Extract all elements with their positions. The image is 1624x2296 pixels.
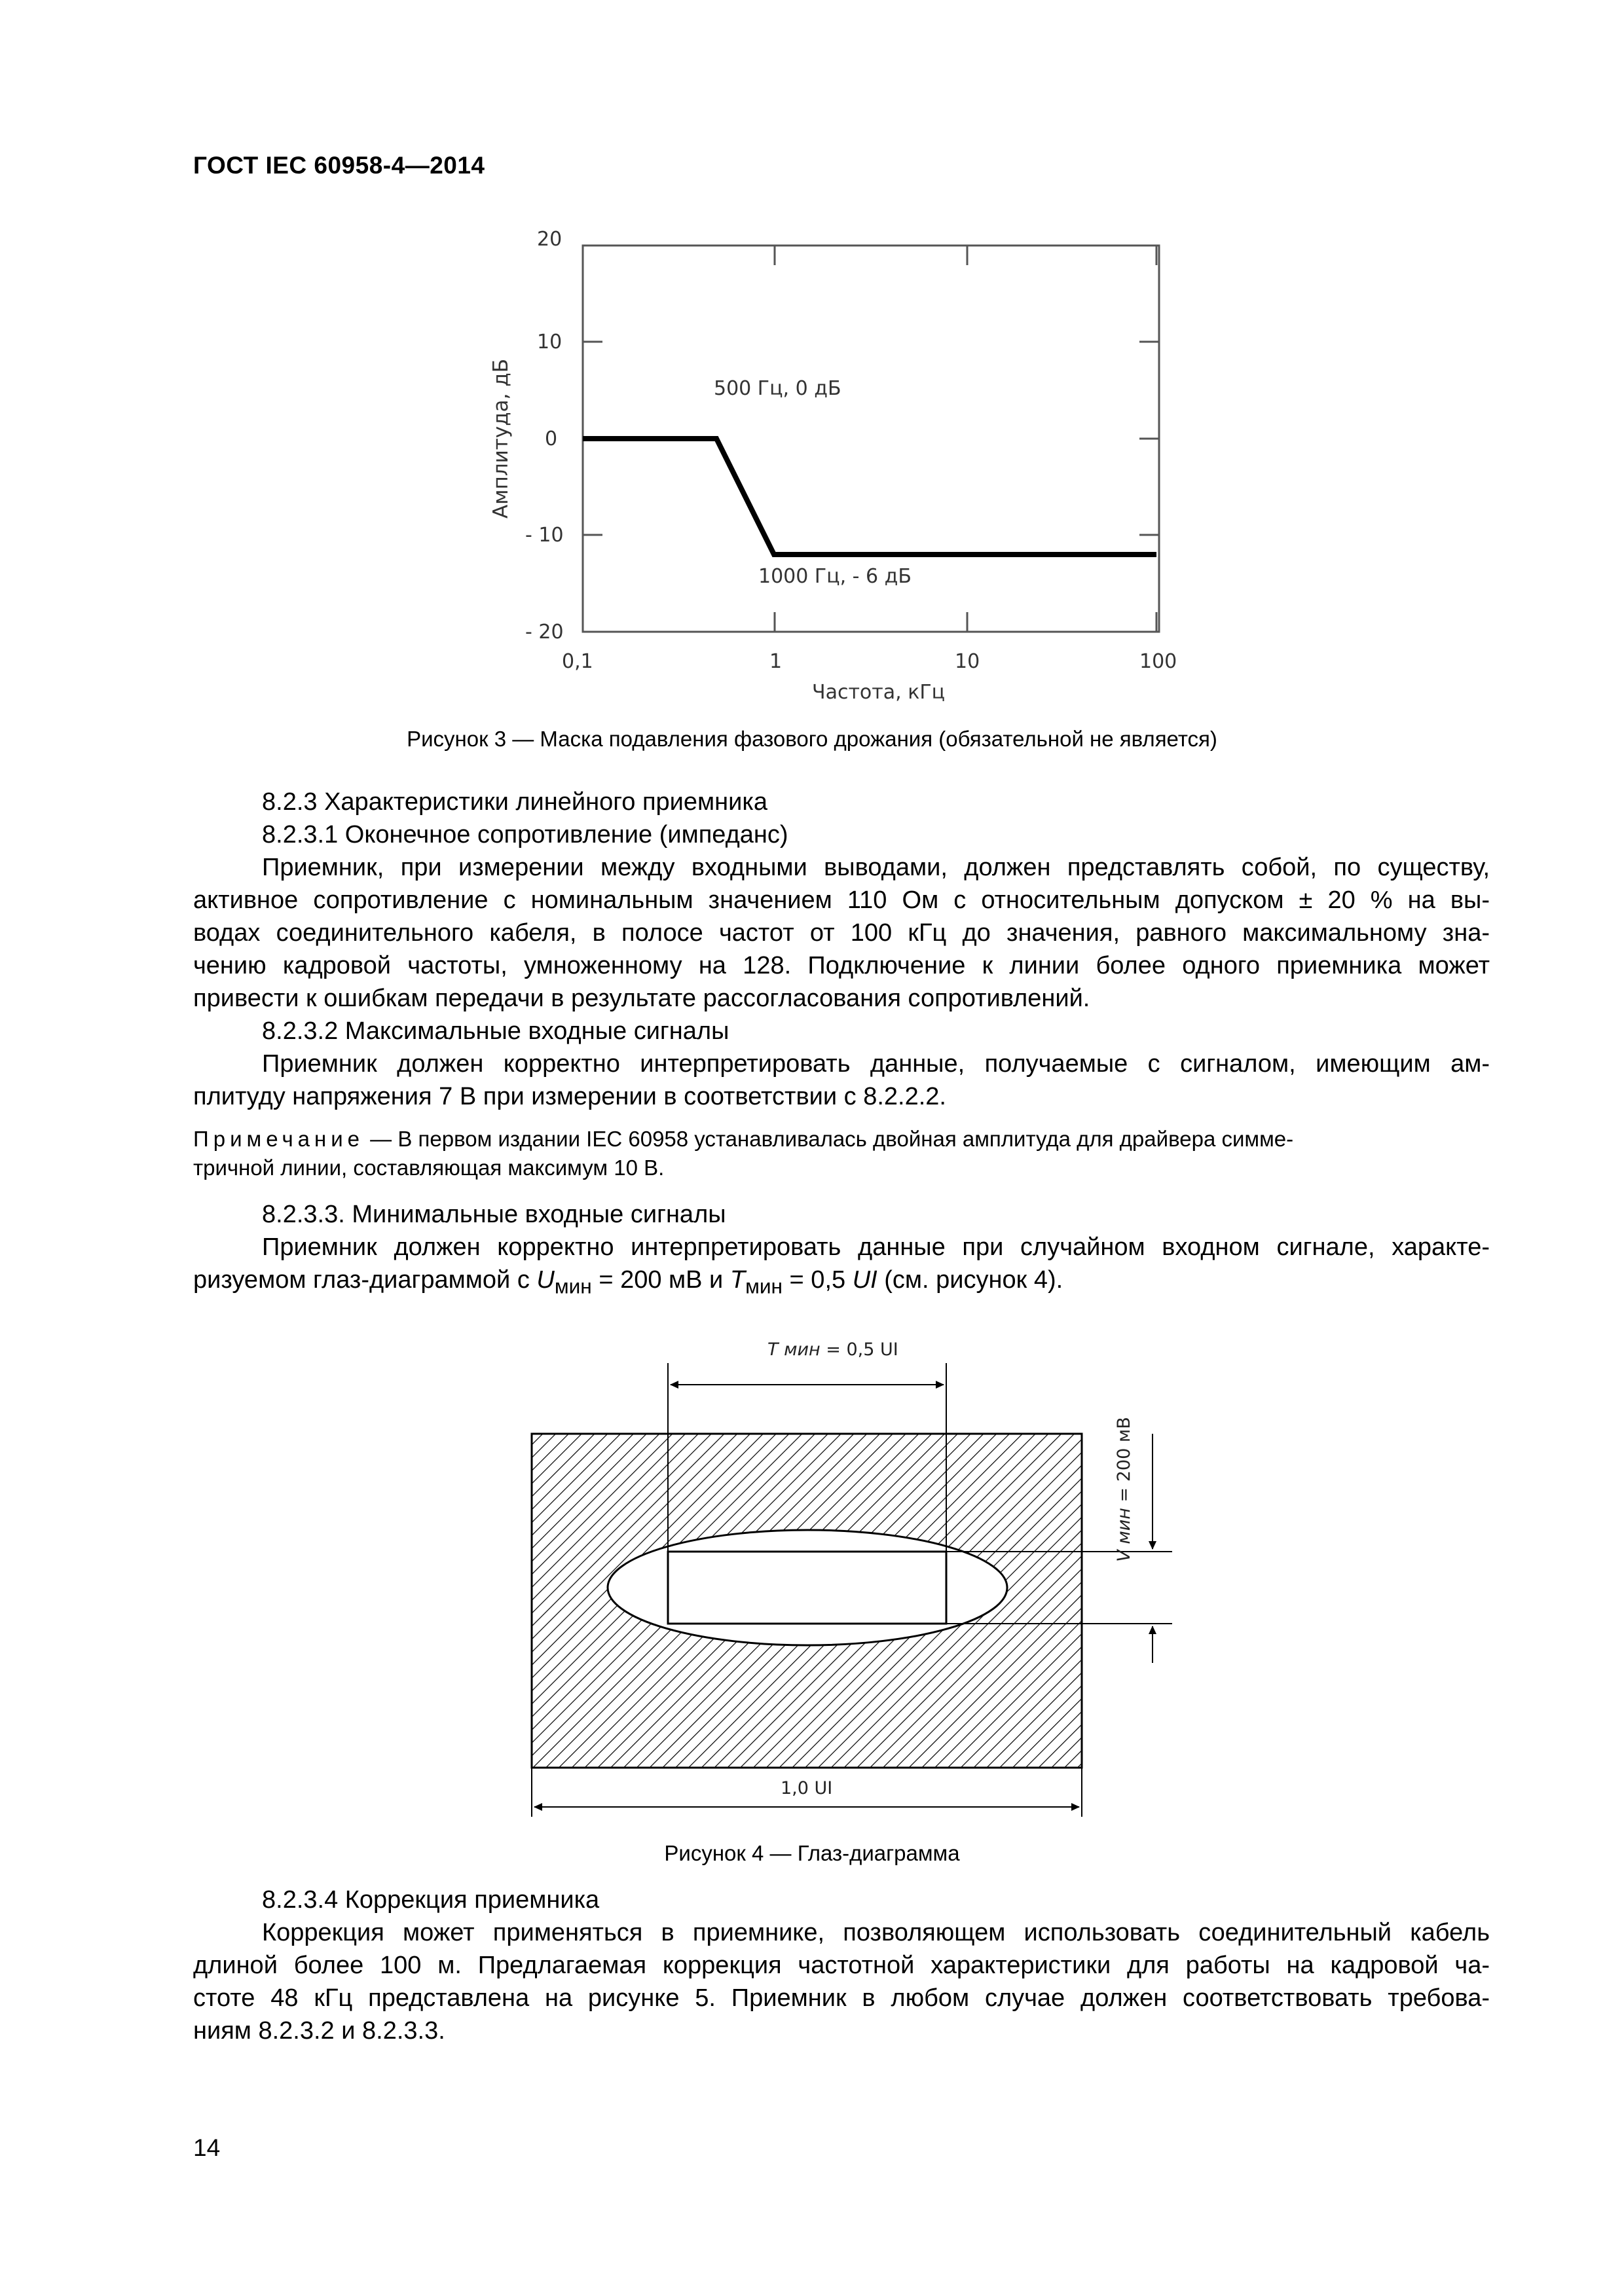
annotation-1000hz: 1000 Гц, - 6 дБ [758, 565, 912, 588]
x-axis-label: Частота, кГц [812, 681, 946, 704]
mask-curve [583, 439, 1156, 555]
para-8-2-3-1-line: водах соединительного кабеля, в полосе частот от 100 кГц до значения, равного максимальному зна- [193, 919, 1490, 947]
x-tick-10: 10 [955, 650, 980, 673]
section-8-2-3 [193, 786, 1490, 1113]
y-tick-0: 0 [545, 428, 558, 450]
v-min-label: V мин = 200 мВ [1114, 1417, 1134, 1562]
x-tick-1: 1 [769, 650, 783, 673]
minimum-eye-rectangle [668, 1552, 946, 1624]
para-8-2-3-1-line: активное сопротивление с номинальным значением 110 Ом с относительным допуском ± 20 % на вы- [193, 886, 1490, 914]
y-tick-minus-10: - 10 [525, 524, 564, 547]
y-axis-label: Амплитуда, дБ [489, 358, 513, 519]
para-8-2-3-3-line: Приемник должен корректно интерпретировать данные при случайном входном сигнале, характе- [262, 1233, 1490, 1261]
para-8-2-3-1-line: чению кадровой частоты, умноженному на 128. Подключение к линии более одного приемника может [193, 952, 1490, 979]
x-tick-0-1: 0,1 [562, 650, 593, 673]
y-tick-minus-20: - 20 [525, 621, 564, 644]
note-text: — В первом издании IEC 60958 устанавливалась двойная амплитуда для драйвера симме- [364, 1127, 1294, 1151]
page-number: 14 [193, 2134, 221, 2161]
heading-8-2-3: 8.2.3 Характеристики линейного приемника [262, 788, 767, 816]
para-8-2-3-3-line: ризуемом глаз-диаграммой с $U_{мин} = 200$ мВ и $T_{мин} = 0,5$ UI (см. рисунок 4). [193, 1266, 1063, 1298]
heading-8-2-3-1: 8.2.3.1 Оконечное сопротивление (импеданс) [262, 821, 788, 848]
para-8-2-3-4-line: ниям 8.2.3.2 и 8.2.3.3. [193, 2017, 445, 2045]
para-8-2-3-4-line: длиной более 100 м. Предлагаемая коррекция частотной характеристики для работы на кадровой ча- [193, 1952, 1490, 1979]
annotation-500hz: 500 Гц, 0 дБ [714, 377, 841, 400]
document-header: ГОСТ IEC 60958-4—2014 [193, 152, 485, 179]
figure-4-eye-diagram [511, 1336, 1179, 1833]
x-tick-100: 100 [1139, 650, 1177, 673]
figure-3-caption: Рисунок 3 — Маска подавления фазового дрожания (обязательной не является) [407, 727, 1217, 751]
t-min-label: Т мин = 0,5 UI [767, 1339, 898, 1360]
heading-8-2-3-2: 8.2.3.2 Максимальные входные сигналы [262, 1017, 729, 1045]
y-tick-10: 10 [537, 331, 563, 354]
y-tick-20: 20 [537, 228, 563, 251]
section-8-2-3-3 [193, 1198, 1490, 1303]
para-8-2-3-4-line: Коррекция может применяться в приемнике, позволяющем использовать соединительный кабель [262, 1919, 1490, 1946]
figure-4-caption: Рисунок 4 — Глаз-диаграмма [664, 1841, 960, 1865]
note-block [193, 1125, 1490, 1182]
ui-label: 1,0 UI [781, 1778, 833, 1798]
para-8-2-3-2-line: плитуду напряжения 7 В при измерении в соответствии с 8.2.2.2. [193, 1083, 946, 1110]
heading-8-2-3-4: 8.2.3.4 Коррекция приемника [262, 1886, 600, 1914]
para-8-2-3-4-line: стоте 48 кГц представлена на рисунке 5. Приемник в любом случае должен соответствовать требова- [193, 1984, 1490, 2012]
section-8-2-3-4 [193, 1884, 1490, 2047]
para-8-2-3-1-line: привести к ошибкам передачи в результате рассогласования сопротивлений. [193, 985, 1090, 1012]
note-label: Примечание [193, 1127, 365, 1151]
heading-8-2-3-3: 8.2.3.3. Минимальные входные сигналы [262, 1201, 726, 1228]
para-8-2-3-2-line: Приемник должен корректно интерпретировать данные, получаемые с сигналом, имеющим ам- [262, 1050, 1490, 1078]
figure-3-chart [452, 219, 1205, 717]
para-8-2-3-1-line: Приемник, при измерении между входными выводами, должен представлять собой, по существу, [262, 854, 1490, 881]
note-text: тричной линии, составляющая максимум 10 В. [193, 1156, 665, 1180]
